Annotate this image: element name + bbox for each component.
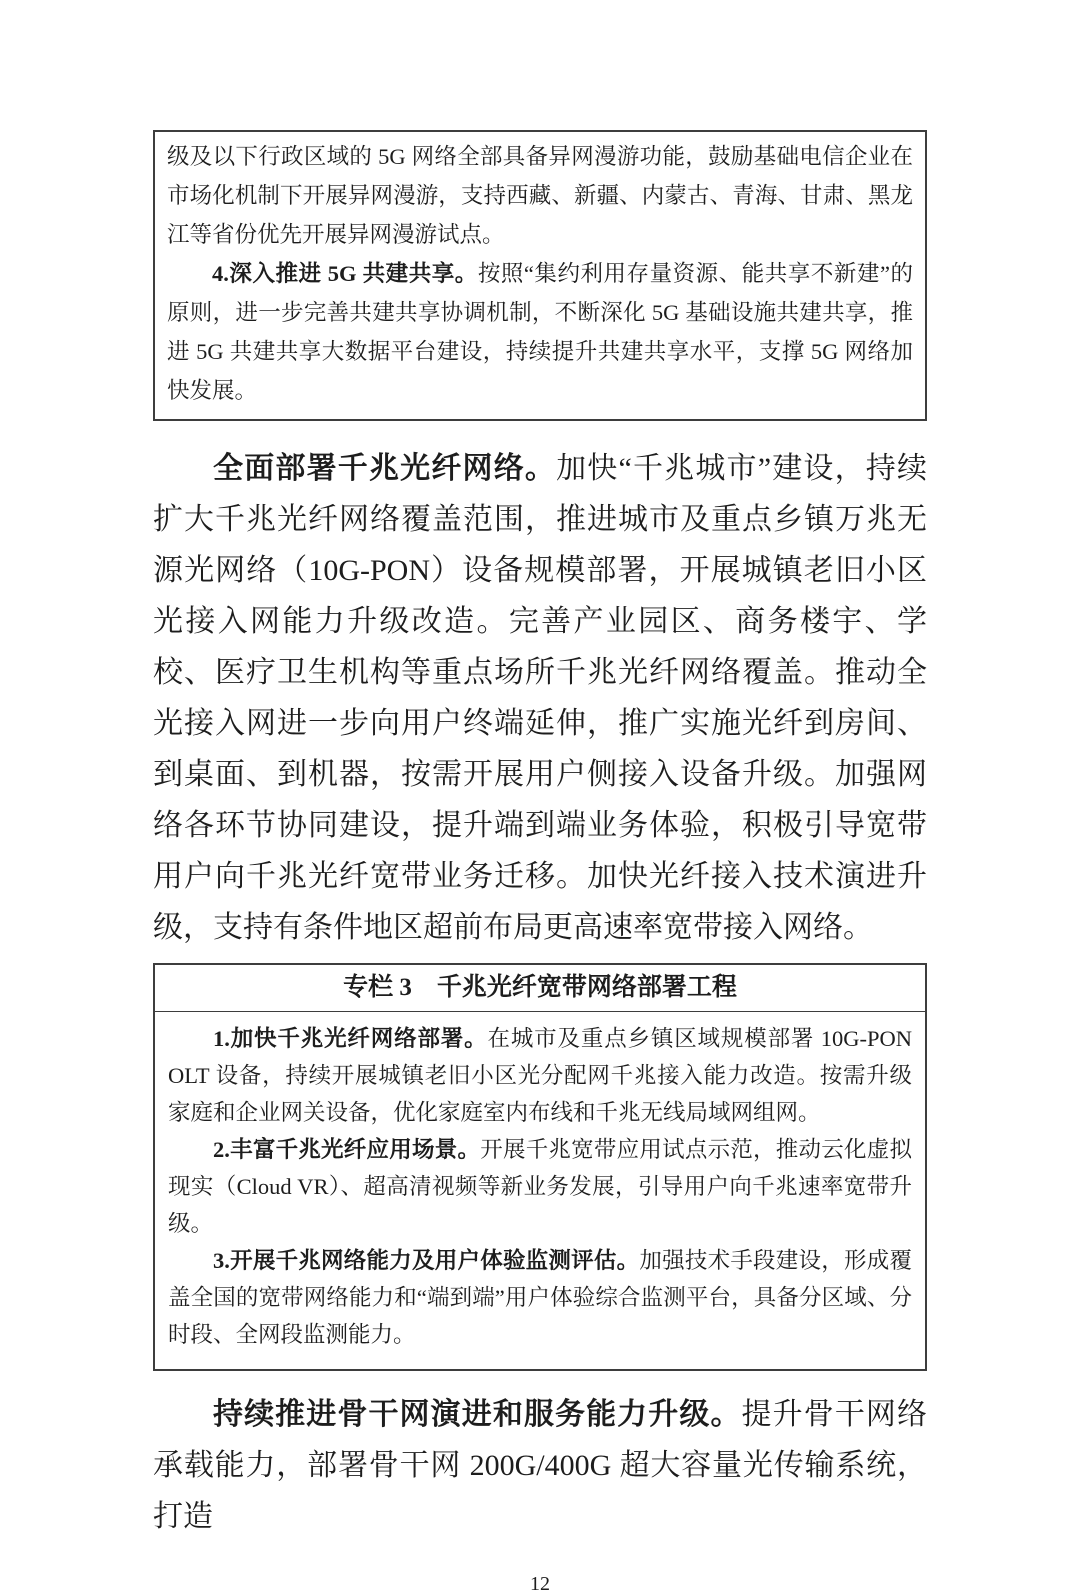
paragraph-backbone-upgrade	[153, 1389, 927, 1542]
column3-title: 专栏 3 千兆光纤宽带网络部署工程	[155, 965, 925, 1012]
column3-item-2-text: 开展千兆宽带应用试点示范，推动云化虚拟现实（Cloud VR）、超高清视频等新业务发展，引导用户向千兆速率宽带升级。	[168, 1137, 912, 1236]
callout-5g-sharing-text: 按照“集约利用存量资源、能共享不新建”的原则，进一步完善共建共享协调机制，不断深化 5G 基础设施共建共享，推进 5G 共建共享大数据平台建设，持续提升共建共享水平，支撑 5G 网络加快发展。	[167, 261, 913, 403]
column3-item-3	[168, 1242, 912, 1353]
callout-5g-paragraph-continued: 级及以下行政区域的 5G 网络全部具备异网漫游功能，鼓励基础电信企业在市场化机制下开展异网漫游，支持西藏、新疆、内蒙古、青海、甘肃、黑龙江等省份优先开展异网漫游试点。	[167, 144, 913, 247]
column3-item-1-text: 在城市及重点乡镇区域规模部署 10G-PON OLT 设备，持续开展城镇老旧小区光分配网千兆接入能力改造。按需升级家庭和企业网关设备，优化家庭室内布线和千兆无线局域网组网。	[168, 1026, 912, 1125]
column3-body	[155, 1012, 925, 1369]
callout-5g-paragraph-sharing	[167, 254, 913, 410]
column3-item-2-lead: 2.丰富千兆光纤应用场景。	[213, 1137, 481, 1162]
column3-item-1-lead: 1.加快千兆光纤网络部署。	[213, 1026, 488, 1051]
callout-box-5g	[153, 130, 927, 421]
column3-item-2	[168, 1131, 912, 1242]
callout-5g-sharing-lead: 4.深入推进 5G 共建共享。	[212, 261, 478, 286]
paragraph-fiber-text: 加快“千兆城市”建设，持续扩大千兆光纤网络覆盖范围，推进城市及重点乡镇万兆无源光网络（10G-PON）设备规模部署，开展城镇老旧小区光接入网能力升级改造。完善产业园区、商务楼宇、学校、医疗卫生机构等重点场所千兆光纤网络覆盖。推动全光接入网进一步向用户终端延伸，推广实施光纤到房间、到桌面、到机器，按需开展用户侧接入设备升级。加强网络各环节协同建设，提升端到端业务体验，积极引导宽带用户向千兆光纤宽带业务迁移。加快光纤接入技术演进升级，支持有条件地区超前布局更高速率宽带接入网络。	[153, 452, 927, 944]
column3-item-3-lead: 3.开展千兆网络能力及用户体验监测评估。	[213, 1248, 640, 1273]
paragraph-backbone-lead: 持续推进骨干网演进和服务能力升级。	[213, 1398, 742, 1431]
column3-item-3-text: 加强技术手段建设，形成覆盖全国的宽带网络能力和“端到端”用户体验综合监测平台，具备分区域、分时段、全网段监测能力。	[168, 1248, 912, 1347]
paragraph-fiber-deployment	[153, 443, 927, 953]
page-content	[153, 0, 927, 1596]
paragraph-backbone-text: 提升骨干网络承载能力，部署骨干网 200G/400G 超大容量光传输系统，打造	[153, 1398, 928, 1533]
callout-box-column3	[153, 963, 927, 1371]
paragraph-fiber-lead: 全面部署千兆光纤网络。	[213, 452, 557, 485]
page-number: 12	[530, 1573, 550, 1595]
column3-item-1	[168, 1020, 912, 1131]
